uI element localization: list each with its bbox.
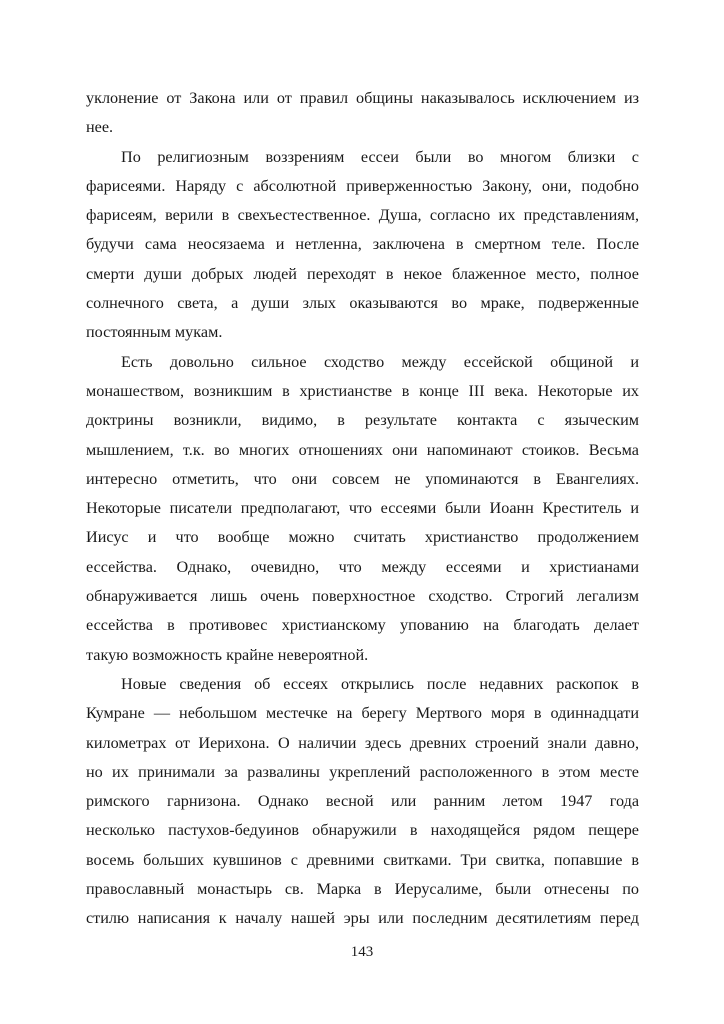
text-line: Иисус и что вообще можно считать христианство продолжением [86,528,639,547]
text-line: но их принимали за развалины укреплений расположенного в этом месте [86,762,639,781]
text-line: ессейства в противовес христианскому упованию на благодать делает [86,616,639,635]
text-line: фарисеями. Наряду с абсолютной приверженностью Закону, они, подобно [86,176,639,195]
text-line: Некоторые писатели предполагают, что ессеями были Иоанн Креститель и [86,499,639,518]
paragraph [86,84,639,143]
text-line: Новые сведения об ессеях открылись после недавних раскопок в [121,674,639,693]
text-line: мышлением, т.к. во многих отношениях они напоминают стоиков. Весьма [86,440,639,459]
text-line: такую возможность крайне невероятной. [86,645,369,664]
text-line: фарисеям, верили в свехъестественное. Душа, согласно их представлениям, [86,206,639,225]
text-line: уклонение от Закона или от правил общины наказывалось исключением из [86,89,639,107]
text-line: солнечного света, а души злых оказываются во мраке, подверженные [86,294,639,313]
text-line: Кумране — небольшом местечке на берегу Мертвого моря в одиннадцати [86,704,639,723]
body-text [86,84,639,934]
text-line: Есть довольно сильное сходство между ессейской общиной и [121,352,639,371]
paragraph [86,348,639,670]
page-number: 143 [350,944,374,960]
text-line: восемь больших кувшинов с древними свитками. Три свитка, попавшие в [86,850,639,869]
text-line: смерти души добрых людей переходят в некое блаженное место, полное [86,264,639,283]
text-line: несколько пастухов-бедуинов обнаружили в находящейся рядом пещере [86,821,639,840]
text-line: православный монастырь св. Марка в Иерусалиме, были отнесены по [86,880,639,899]
text-line: монашеством, возникшим в христианстве в конце III века. Некоторые их [86,381,639,400]
text-line: стилю написания к началу нашей эры или последним десятилетиям перед [86,909,639,928]
paragraph [86,670,639,934]
paragraph [86,143,639,348]
text-line: обнаруживается лишь очень поверхностное сходство. Строгий легализм [86,587,639,606]
text-line: римского гарнизона. Однако весной или ранним летом 1947 года [86,792,639,811]
text-line: нее. [86,118,114,137]
text-line: ессейства. Однако, очевидно, что между ессеями и христианами [86,557,639,576]
text-line: километрах от Иерихона. О наличии здесь древних строений знали давно, [86,733,639,752]
text-line: доктрины возникли, видимо, в результате контакта с языческим [86,411,639,430]
text-line: будучи сама неосязаема и нетленна, заключена в смертном теле. После [86,235,639,254]
text-line: интересно отметить, что они совсем не упоминаются в Евангелиях. [86,469,639,488]
text-line: постоянным мукам. [86,323,223,342]
text-line: По религиозным воззрениям ессеи были во многом близки с [121,147,639,166]
